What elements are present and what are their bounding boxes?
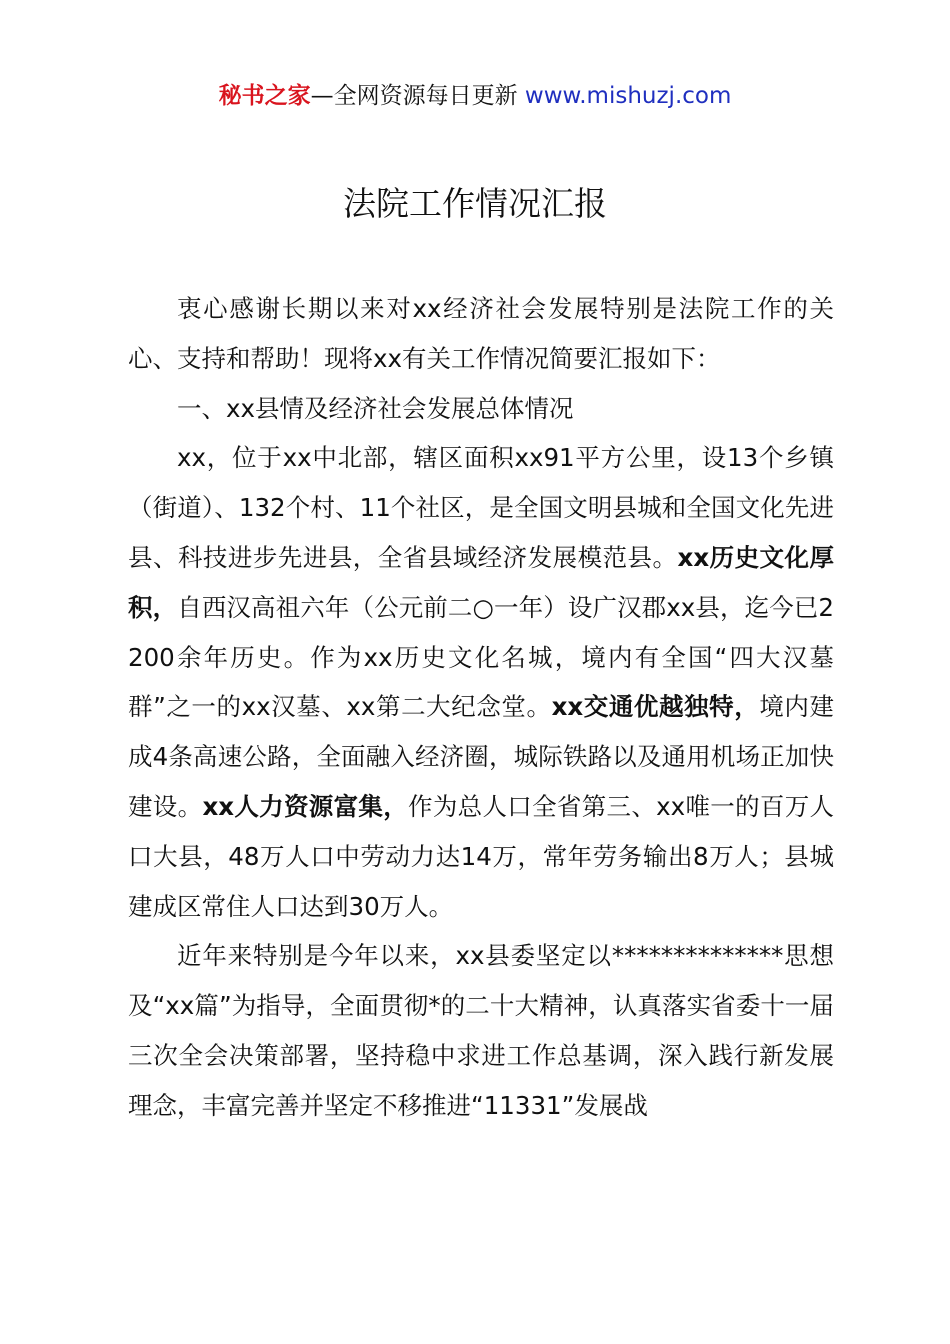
overview-text: xx，位于xx中北部，辖区面积xx91平方公里，设13个乡镇（街道）、132个村、11个社区，是全国文明县城和全国文化先进县、科技进步先进县，全省县域经济发展模范县。 — [128, 443, 834, 572]
document-body — [128, 284, 834, 1131]
development-paragraph: 近年来特别是今年以来，xx县委坚定以**************思想及“xx篇”为指导，全面贯彻*的二十大精神，认真落实省委十一届三次全会决策部署，坚持稳中求进工作总基调，深入践行新发展理念，丰富完善并坚定不移推进“11331”发展战 — [128, 941, 834, 1120]
intro-paragraph: 衷心感谢长期以来对xx经济社会发展特别是法院工作的关心、支持和帮助！现将xx有关工作情况简要汇报如下： — [128, 294, 834, 373]
site-brand: 秘书之家 — [218, 83, 311, 109]
highlight-transport: xx交通优越独特， — [551, 692, 760, 722]
highlight-human-resources: xx人力资源富集， — [202, 791, 409, 821]
site-slogan: —全网资源每日更新 — [310, 83, 518, 109]
section-heading: 一、xx县情及经济社会发展总体情况 — [177, 393, 574, 423]
county-overview-paragraph — [128, 433, 834, 931]
transport-text: 境内建成4条高速公路，全面融入经济圈，城际铁路以及通用机场正加快建设。 — [128, 692, 835, 821]
site-url-link[interactable]: www.mishuzj.com — [524, 83, 732, 109]
history-text: 自西汉高祖六年（公元前二○一年）设广汉郡xx县，迄今已2200余年历史。作为xx历史文化名城，境内有全国“四大汉墓群”之一的xx汉墓、xx第二大纪念堂。 — [128, 592, 834, 722]
human-resources-text: 作为总人口全省第三、xx唯一的百万人口大县，48万人口中劳动力达14万，常年劳务输出8万人；县城建成区常住人口达到30万人。 — [128, 791, 834, 921]
document-title: 法院工作情况汇报 — [343, 184, 607, 223]
highlight-history: xx历史文化厚积， — [128, 542, 835, 622]
site-banner — [0, 80, 950, 112]
